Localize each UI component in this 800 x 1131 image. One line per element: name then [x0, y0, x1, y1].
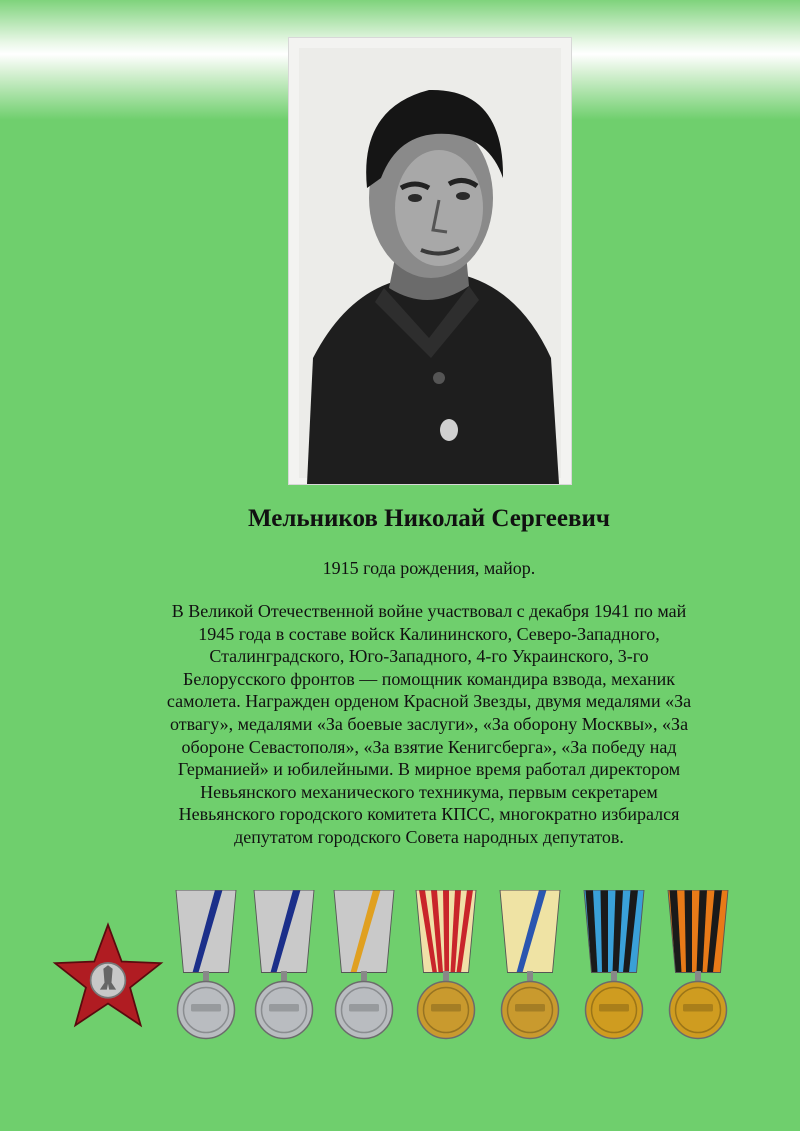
bio-line: депутатом городского Совета народных депутатов. — [234, 826, 624, 847]
medal-for-courage-2-icon — [246, 890, 322, 1040]
medal-combat-merit — [326, 890, 402, 1040]
medal-defense-moscow-icon — [406, 890, 486, 1040]
biography — [105, 600, 753, 849]
medal-victory-germany — [658, 890, 738, 1040]
medal-combat-merit-icon — [326, 890, 402, 1040]
medal-for-courage-2 — [246, 890, 322, 1040]
bio-line: В Великой Отечественной войне участвовал с декабря 1941 по май — [171, 601, 687, 621]
medal-defense-sevastopol-icon — [490, 890, 570, 1040]
bio-line: 1945 года в составе войск Калининского, Северо-Западного, — [198, 623, 660, 644]
medal-defense-sevastopol — [490, 890, 570, 1040]
medal-defense-moscow — [406, 890, 486, 1040]
medal-capture-konigsberg — [574, 890, 654, 1040]
person-name: Мельников Николай Сергеевич — [248, 505, 610, 532]
medal-for-courage-1 — [168, 890, 244, 1040]
order-red-star-icon — [50, 920, 166, 1036]
bio-line: Сталинградского, Юго-Западного, 4-го Украинского, 3-го — [209, 646, 649, 667]
person-subtitle: 1915 года рождения, майор. — [322, 558, 536, 578]
bio-line: обороне Севастополя», «За взятие Кенигсберга», «За победу над — [181, 736, 677, 757]
awards-row — [0, 885, 800, 1045]
bio-line: отвагу», медалями «За боевые заслуги», «За оборону Москвы», «За — [169, 713, 689, 734]
medal-for-courage-1-icon — [168, 890, 244, 1040]
medal-victory-germany-icon — [658, 890, 738, 1040]
order-red-star — [50, 920, 166, 1036]
bio-line: Невьянского городского комитета КПСС, многократно избирался — [178, 804, 680, 825]
bio-line: Германией» и юбилейными. В мирное время работал директором — [177, 759, 681, 780]
bio-line: Невьянского механического техникума, первым секретарем — [200, 781, 658, 802]
bio-line: самолета. Награжден орденом Красной Звезды, двумя медалями «За — [166, 691, 692, 712]
portrait-illustration — [289, 38, 571, 484]
bio-line: Белорусского фронтов — помощник командира взвода, механик — [183, 668, 675, 689]
medal-capture-konigsberg-icon — [574, 890, 654, 1040]
portrait-photo — [289, 38, 571, 484]
